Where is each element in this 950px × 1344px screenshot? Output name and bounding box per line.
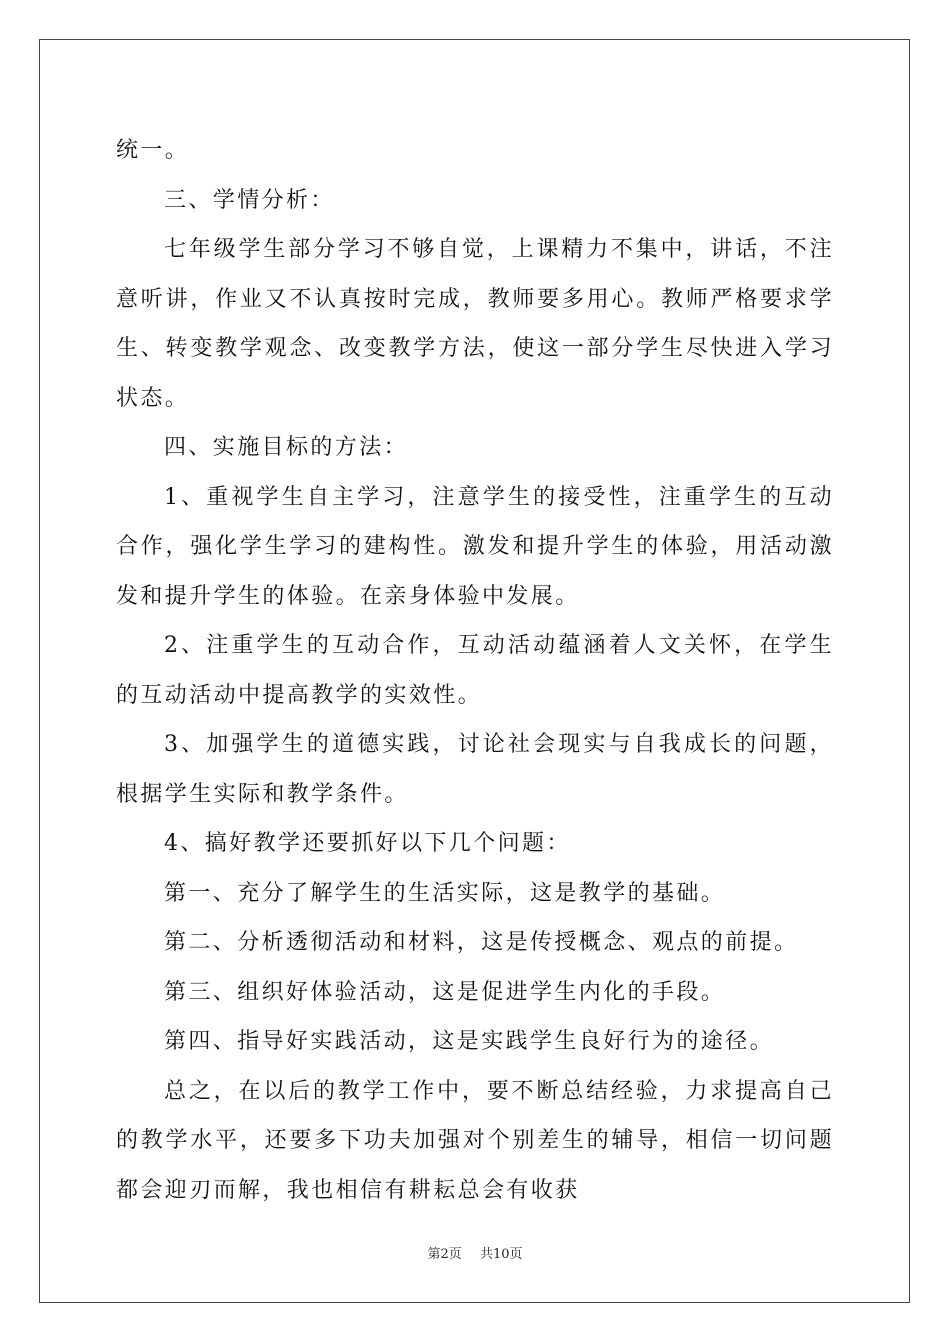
total-pages: 共10页 [479, 1247, 523, 1262]
page-footer [0, 1246, 950, 1264]
heading-implementation-methods: 四、实施目标的方法： [164, 435, 409, 460]
paragraph-method-4: 4、搞好教学还要抓好以下几个问题： [164, 831, 571, 856]
paragraph-point-4: 第四、指导好实践活动，这是实践学生良好行为的途径。 [164, 1029, 775, 1054]
document-body [116, 126, 834, 1215]
paragraph-point-3: 第三、组织好体验活动，这是促进学生内化的手段。 [164, 979, 726, 1005]
paragraph-point-1: 第一、充分了解学生的生活实际，这是教学的基础。 [164, 880, 726, 906]
paragraph-point-2: 第二、分析透彻活动和材料，这是传授概念、观点的前提。 [164, 930, 799, 955]
paragraph-method-2: 2、注重学生的互动合作，互动活动蕴涵着人文关怀，在学生的互动活动中提高教学的实效性。 [116, 633, 834, 708]
page-number: 第2页 [427, 1247, 462, 1262]
heading-student-analysis: 三、学情分析： [164, 187, 335, 213]
paragraph-method-1: 1、重视学生自主学习，注意学生的接受性，注重学生的互动合作，强化学生学习的建构性。激发和提升学生的体验，用活动激发和提升学生的体验。在亲身体验中发展。 [116, 484, 834, 609]
paragraph-student-analysis: 七年级学生部分学习不够自觉，上课精力不集中，讲话，不注意听讲，作业又不认真按时完成，教师要多用心。教师严格要求学生、转变教学观念、改变教学方法，使这一部分学生尽快进入学习状态。 [116, 237, 834, 411]
paragraph-method-3: 3、加强学生的道德实践，讨论社会现实与自我成长的问题，根据学生实际和教学条件。 [116, 732, 834, 807]
paragraph-conclusion: 总之，在以后的教学工作中，要不断总结经验，力求提高自己的教学水平，还要多下功夫加强对个别差生的辅导，相信一切问题都会迎刃而解，我也相信有耕耘总会有收获 [116, 1078, 834, 1203]
paragraph-continuation: 统一。 [116, 138, 190, 163]
